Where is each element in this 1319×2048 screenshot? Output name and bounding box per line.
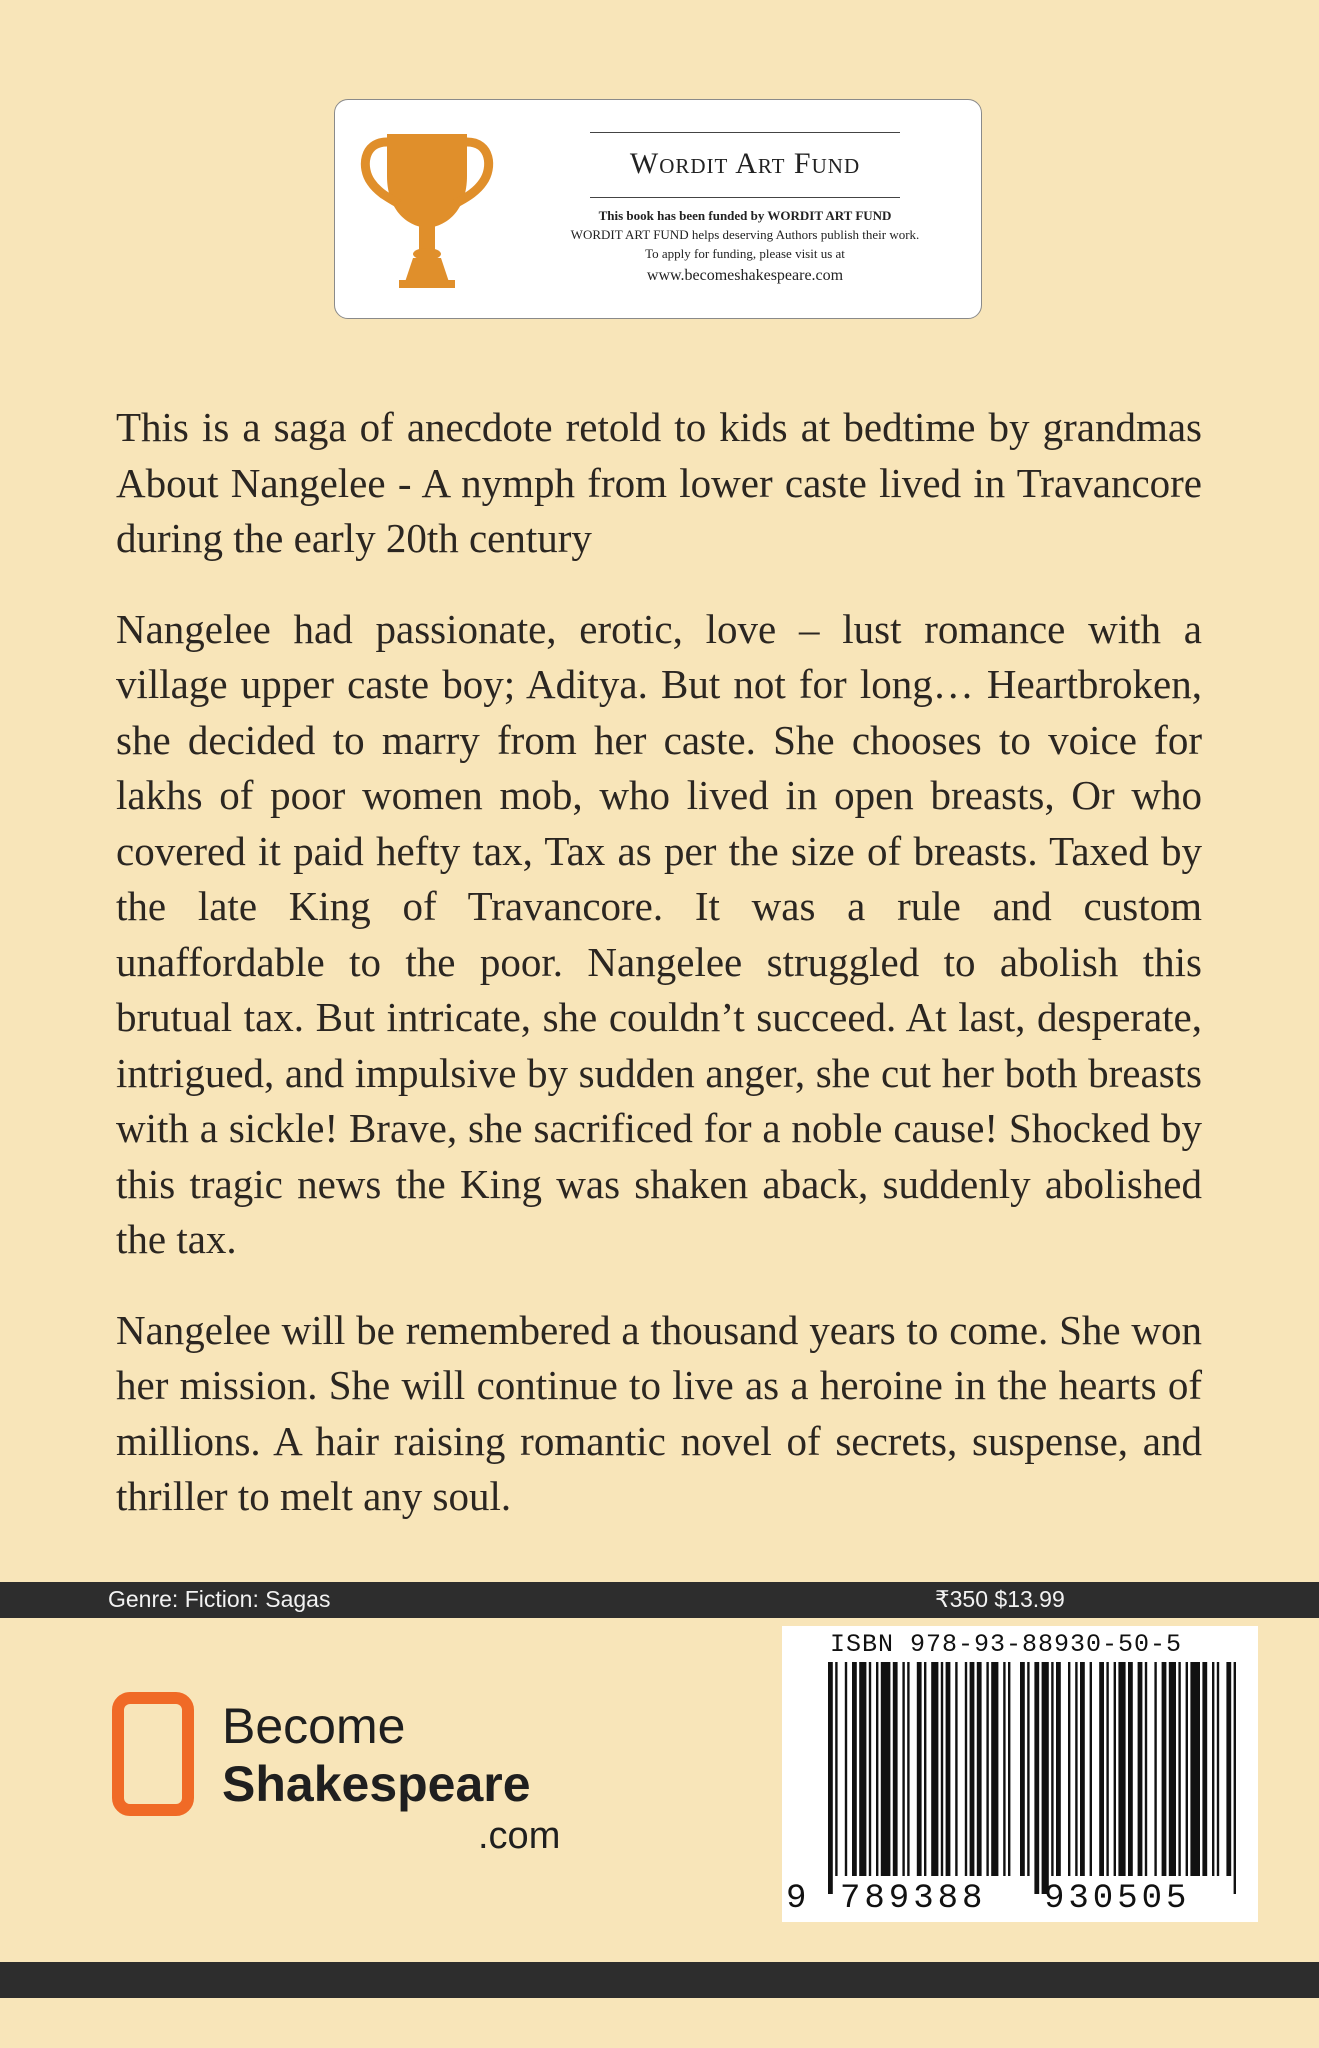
barcode-bar xyxy=(845,1662,847,1876)
trophy-icon xyxy=(359,128,495,290)
divider xyxy=(590,132,900,133)
barcode-bar xyxy=(965,1662,967,1876)
barcode-bar xyxy=(977,1662,982,1876)
genre-label: Genre: Fiction: Sagas xyxy=(108,1586,331,1612)
ean-right-digits: 930505 xyxy=(1044,1880,1191,1918)
barcode-bar xyxy=(1162,1662,1167,1876)
barcode-bar xyxy=(893,1662,898,1876)
barcode-bar xyxy=(1099,1662,1104,1876)
logo-com-text: .com xyxy=(478,1815,561,1857)
barcode-bar xyxy=(1003,1662,1005,1876)
barcode-bar xyxy=(1068,1662,1070,1876)
barcode-bar xyxy=(1169,1662,1176,1876)
barcode-bar xyxy=(1114,1662,1116,1876)
barcode-bar xyxy=(917,1662,922,1876)
barcode-bar xyxy=(835,1662,837,1876)
barcode-bars xyxy=(782,1626,1258,1922)
barcode-bar xyxy=(859,1662,866,1876)
bottom-bar xyxy=(0,1962,1319,1998)
fund-url[interactable]: www.becomeshakespeare.com xyxy=(646,267,844,284)
barcode-bar xyxy=(1212,1662,1214,1876)
barcode-bar xyxy=(1075,1662,1077,1876)
info-bar xyxy=(0,1582,1319,1618)
barcode-bar xyxy=(1042,1662,1049,1894)
barcode-bar xyxy=(1186,1662,1188,1876)
fund-title: Wordit Art Fund xyxy=(629,147,861,180)
barcode-bar xyxy=(1178,1662,1180,1876)
barcode-bar xyxy=(876,1662,878,1876)
publisher-logo-icon xyxy=(112,1692,194,1816)
barcode-bar xyxy=(941,1662,943,1876)
barcode-bar xyxy=(1234,1662,1236,1894)
barcode-bar xyxy=(1034,1662,1039,1894)
barcode-bar xyxy=(852,1662,857,1876)
barcode-bar xyxy=(1128,1662,1133,1876)
isbn-label: ISBN 978-93-88930-50-5 xyxy=(830,1630,1183,1659)
divider xyxy=(590,197,900,198)
barcode-bar xyxy=(1118,1662,1125,1876)
barcode-bar xyxy=(1190,1662,1200,1876)
logo-become-text: Become xyxy=(222,1698,406,1754)
barcode-bar xyxy=(955,1662,957,1876)
barcode-bar xyxy=(946,1662,951,1876)
barcode-bar xyxy=(1090,1662,1092,1876)
barcode-bar xyxy=(1217,1662,1219,1876)
fund-line-1: This book has been funded by WORDIT ART FUND xyxy=(598,208,892,223)
blurb-paragraph-1: This is a saga of anecdote retold to kids at bedtime by grandmas About Nangelee - A nymph from lower caste lived in Travancore during the early 20th century xyxy=(116,404,1202,561)
barcode-bar xyxy=(1008,1662,1010,1876)
barcode-bar xyxy=(1145,1662,1147,1876)
barcode-bar xyxy=(1027,1662,1029,1876)
price-label: ₹350 $13.99 xyxy=(935,1586,1065,1612)
barcode-bar xyxy=(1080,1662,1085,1876)
barcode-bar xyxy=(986,1662,988,1876)
barcode-bar xyxy=(1154,1662,1156,1876)
book-blurb xyxy=(116,400,1202,1560)
blurb-paragraph-2: Nangelee had passionate, erotic, love – lust romance with a village upper caste boy; Aditya. But not for long… Heartbroken, she decided to marry from her caste. She chooses to voice for lakhs of poor women mob, who lived in open breasts, Or who covered it paid hefty tax, Tax as per the size of breasts. Taxed by the late King of Travancore. It was a rule and custom unaffordable to the poor. Nangelee struggled to abolish this brutual tax. But intricate, she couldn’t succeed. At last, desperate, intrigued, and impulsive by sudden anger, she cut her both breasts with a sickle! Brave, she sacrificed for a noble cause! Shocked by this tragic news the King was shaken aback, suddenly abolished the tax. xyxy=(116,605,1202,1262)
barcode-bar xyxy=(869,1662,871,1876)
funding-text xyxy=(535,132,955,285)
logo-shakespeare-text: Shakespeare xyxy=(222,1756,531,1812)
funding-badge xyxy=(334,99,982,319)
barcode-bar xyxy=(828,1662,833,1894)
barcode-bar xyxy=(907,1662,909,1876)
fund-line-3: To apply for funding, please visit us at xyxy=(645,246,845,261)
barcode-bar xyxy=(970,1662,975,1876)
barcode-bar xyxy=(881,1662,891,1876)
barcode-bar xyxy=(931,1662,938,1876)
barcode-bar xyxy=(1020,1662,1025,1876)
barcode xyxy=(782,1626,1258,1922)
fund-line-2: WORDIT ART FUND helps deserving Authors publish their work. xyxy=(570,227,920,242)
barcode-bar xyxy=(1056,1662,1061,1876)
barcode-bar xyxy=(1106,1662,1108,1876)
barcode-bar xyxy=(1202,1662,1207,1876)
blurb-paragraph-3: Nangelee will be remembered a thousand years to come. She won her mission. She will continue to live as a heroine in the hearts of millions. A hair raising romantic novel of secrets, suspense, and thriller to melt any soul. xyxy=(116,1306,1202,1519)
ean-left-digits: 789388 xyxy=(840,1880,987,1918)
ean-first-digit: 9 xyxy=(786,1880,811,1918)
barcode-bar xyxy=(924,1662,926,1876)
barcode-bar xyxy=(991,1662,998,1876)
barcode-bar xyxy=(1051,1662,1053,1876)
barcode-bar xyxy=(902,1662,904,1876)
barcode-bar xyxy=(1226,1662,1231,1876)
barcode-bar xyxy=(1138,1662,1143,1876)
